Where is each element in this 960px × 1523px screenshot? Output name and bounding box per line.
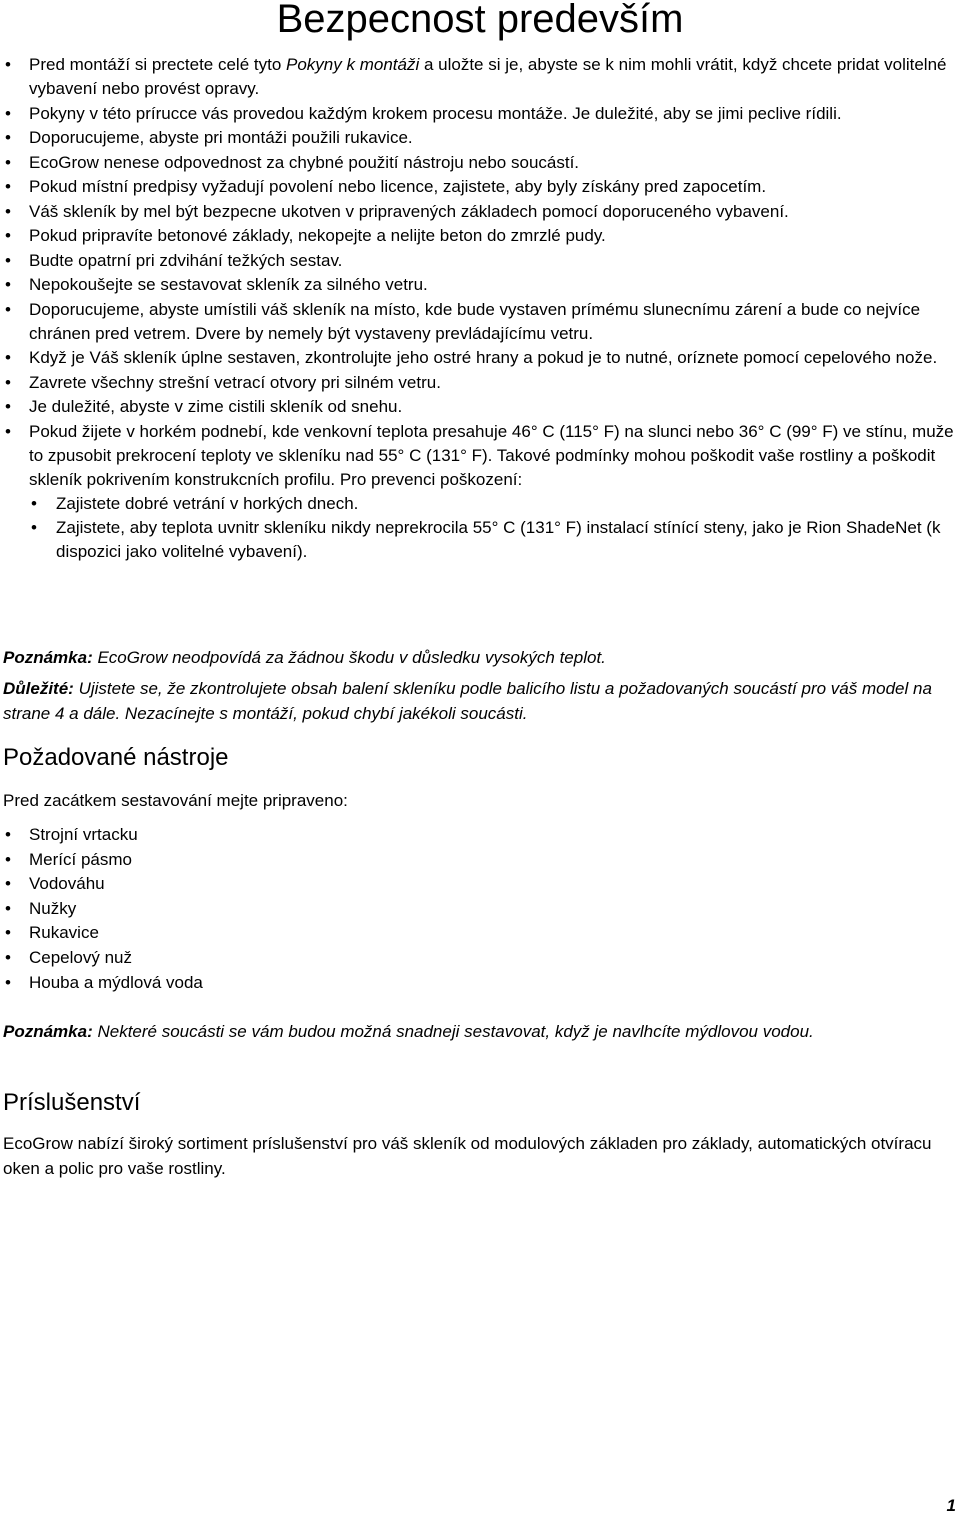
page-number: 1 <box>946 1496 956 1515</box>
tools-heading: Požadované nástroje <box>3 744 229 771</box>
bullet-icon: • <box>5 372 11 392</box>
bullet-icon: • <box>5 898 11 918</box>
bullet-icon: • <box>5 226 11 245</box>
tools-intro: Pred zacátkem sestavování mejte pripraveno: <box>3 791 348 810</box>
safety-item-text: Je duležité, abyste v zime cistili skleník od snehu. <box>29 397 403 416</box>
tool-name: Merící pásmo <box>29 849 132 869</box>
accessories-heading: Príslušenství <box>3 1089 141 1116</box>
bullet-icon: • <box>5 103 11 123</box>
safety-item-text: EcoGrow nenese odpovednost za chybné použití nástroju nebo soucástí. <box>29 152 580 172</box>
bullet-icon: • <box>5 275 11 294</box>
safety-item <box>0 371 960 395</box>
heat-prevention-text: Zajistete dobré vetrání v horkých dnech. <box>56 493 359 513</box>
safety-item <box>0 298 960 346</box>
bullet-icon: • <box>5 397 11 416</box>
safety-item <box>0 126 960 150</box>
bullet-icon: • <box>5 421 11 441</box>
bullet-icon: • <box>5 250 11 270</box>
tool-name: Cepelový nuž <box>29 947 133 967</box>
note-label: Poznámka: <box>3 1022 93 1041</box>
bullet-icon: • <box>5 923 11 943</box>
safety-item-text: Pokud žijete v horkém podnebí, kde venkovní teplota presahuje 46° C (115° F) na slunci nebo 36° C (99° F) ve stínu, muže to zpusobit prekrocení teploty ve skleníku nad 55° C (131° F). Takové podmínky mohou poškodit vaše rostliny a poškodit skleník pokrivením konstrukcních profilu. Pro prevenci poškození: <box>29 421 954 489</box>
safety-item-text: Pokud pripravíte betonové základy, nekopejte a nelijte beton do zmrzlé pudy. <box>29 226 606 245</box>
tools-list <box>0 823 400 995</box>
safety-item-text: Váš skleník by mel být bezpecne ukotven v pripravených základech pomocí doporuceného vybavení. <box>29 201 789 221</box>
bullet-icon: • <box>5 348 11 367</box>
tool-item <box>0 921 400 946</box>
safety-item <box>0 346 960 370</box>
safety-item-text: Budte opatrní pri zdvihání težkých sestav. <box>29 250 343 270</box>
bullet-icon: • <box>5 972 11 992</box>
heat-prevention-sublist <box>29 492 960 565</box>
safety-item-text: Zavrete všechny strešní vetrací otvory pri silném vetru. <box>29 372 441 392</box>
bullet-icon: • <box>5 55 11 74</box>
safety-item-text: Doporucujeme, abyste pri montáži použili rukavice. <box>29 128 413 147</box>
tool-item <box>0 823 400 848</box>
tool-item <box>0 946 400 971</box>
safety-item <box>0 200 960 224</box>
safety-item-emphasis: Pokyny k montáži <box>286 55 420 74</box>
accessories-text: EcoGrow nabízí široký sortiment príslušenství pro váš skleník od modulových základen pro základy, automatických otvíracu oken a polic pro vaše rostliny. <box>3 1134 932 1178</box>
safety-item <box>0 53 960 101</box>
note-soapy-water <box>3 1019 958 1044</box>
note-text: Nekteré soucásti se vám budou možná snadneji sestavovat, když je navlhcíte mýdlovou vodou. <box>92 1022 814 1041</box>
tool-name: Nužky <box>29 898 77 918</box>
safety-item <box>0 420 960 565</box>
safety-item <box>0 249 960 273</box>
bullet-icon: • <box>5 152 11 172</box>
note-text: EcoGrow neodpovídá za žádnou škodu v důsledku vysokých teplot. <box>92 648 606 667</box>
heat-prevention-item <box>0 492 960 516</box>
tool-item <box>0 971 400 996</box>
safety-item-text-tail: a uložte si je, abyste se k nim mohli vrátit, když chcete pridat volitelné vybavení nebo provést opravy. <box>29 55 947 98</box>
bullet-icon: • <box>5 177 11 196</box>
note-label: Poznámka: <box>3 648 93 667</box>
important-note <box>3 676 958 726</box>
bullet-icon: • <box>5 849 11 869</box>
safety-item <box>0 102 960 126</box>
tool-name: Vodováhu <box>29 874 105 894</box>
safety-item-text: Doporucujeme, abyste umístili váš skleník na místo, kde bude vystaven prímému slunecnímu zárení a bude co nejvíce chránen pred vetrem. Dvere by nemely být vystaveny prevládajícímu vetru. <box>29 299 921 343</box>
safety-item-text: Pokyny v této prírucce vás provedou každým krokem procesu montáže. Je duležité, aby se jimi peclive rídili. <box>29 103 842 123</box>
bullet-icon: • <box>5 128 11 147</box>
note-high-temperature <box>3 645 958 670</box>
bullet-icon: • <box>5 874 11 894</box>
important-label: Důležité: <box>3 679 74 698</box>
safety-item-text: Pred montáží si prectete celé tyto <box>29 55 287 74</box>
bullet-icon: • <box>5 201 11 221</box>
important-text: Ujistete se, že zkontrolujete obsah balení skleníku podle balicího listu a požadovaných soucástí pro váš model na strane 4 a dále. Nezacínejte s montáží, pokud chybí jakékoli soucásti. <box>3 679 932 723</box>
bullet-icon: • <box>31 493 37 513</box>
safety-item-text: Pokud místní predpisy vyžadují povolení nebo licence, zajistete, aby byly získány pred zapocetím. <box>29 177 767 196</box>
tool-item <box>0 848 400 873</box>
safety-item <box>0 273 960 297</box>
tool-item <box>0 897 400 922</box>
bullet-icon: • <box>5 299 11 319</box>
safety-item <box>0 151 960 175</box>
safety-item-text: Když je Váš skleník úplne sestaven, zkontrolujte jeho ostré hrany a pokud je to nutné, oríznete pomocí cepelového nože. <box>29 348 938 367</box>
tool-name: Strojní vrtacku <box>29 825 138 844</box>
bullet-icon: • <box>31 518 37 537</box>
safety-item <box>0 224 960 248</box>
safety-list <box>0 53 960 565</box>
tool-item <box>0 872 400 897</box>
safety-item-text: Nepokoušejte se sestavovat skleník za silného vetru. <box>29 275 428 294</box>
safety-item <box>0 175 960 199</box>
tool-name: Houba a mýdlová voda <box>29 972 203 992</box>
tool-name: Rukavice <box>29 923 99 943</box>
heat-prevention-item <box>0 516 960 564</box>
bullet-icon: • <box>5 947 11 967</box>
heat-prevention-text: Zajistete, aby teplota uvnitr skleníku nikdy neprekrocila 55° C (131° F) instalací stínící steny, jako je Rion ShadeNet (k dispozici jako volitelné vybavení). <box>56 518 941 561</box>
bullet-icon: • <box>5 825 11 844</box>
page-title: Bezpecnost predevším <box>276 0 684 41</box>
safety-item <box>0 395 960 419</box>
